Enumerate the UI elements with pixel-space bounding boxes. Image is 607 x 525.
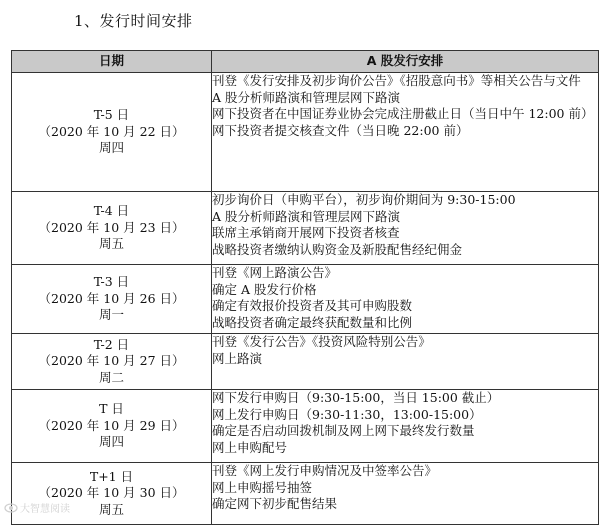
task-item: 确定 A 股发行价格 [212, 281, 317, 297]
tasks-cell [212, 192, 599, 265]
task-item: 刊登《网上发行申购情况及中签率公告》 [212, 463, 438, 478]
task-item: A 股分析师路演和管理层网下路演 [212, 89, 401, 105]
weekday-label: 周一 [98, 307, 124, 323]
calendar-date: （2020 年 10 月 29 日） [38, 417, 185, 433]
task-item: 网上申购摇号抽签 [212, 479, 313, 495]
weekday-label: 周二 [98, 369, 124, 385]
watermark-text: 大智慧阅读 [20, 504, 70, 515]
date-cell [12, 73, 212, 192]
tasks-cell [212, 390, 599, 463]
task-item: 网下投资者提交核查文件（当日晚 22:00 前） [212, 122, 469, 138]
task-item: 确定网下初步配售结果 [212, 496, 338, 512]
task-item: 战略投资者确定最终获配数量和比例 [212, 314, 413, 330]
day-label: T-2 日 [93, 336, 130, 352]
task-item: 刊登《网上路演公告》 [212, 265, 338, 280]
task-item: 联席主承销商开展网下投资者核查 [212, 225, 400, 241]
task-item: A 股分析师路演和管理层网下路演 [212, 208, 401, 224]
weekday-label: 周五 [98, 236, 124, 252]
table-row [12, 192, 599, 265]
date-cell [12, 463, 212, 525]
task-item: 网下投资者在中国证券业协会完成注册截止日（当日中午 12:00 前） [212, 106, 594, 122]
date-cell [12, 265, 212, 334]
calendar-date: （2020 年 10 月 22 日） [38, 123, 185, 139]
table-header-row [12, 51, 599, 73]
calendar-date: （2020 年 10 月 23 日） [38, 219, 185, 235]
task-item: 网上路演 [212, 350, 263, 366]
weekday-label: 周五 [98, 501, 124, 517]
date-column-header: 日期 [12, 51, 212, 73]
date-cell [12, 390, 212, 463]
watermark [4, 500, 70, 515]
calendar-date: （2020 年 10 月 26 日） [38, 290, 185, 306]
weekday-label: 周四 [98, 140, 124, 156]
day-label: T-5 日 [93, 107, 130, 123]
table-row [12, 334, 599, 390]
calendar-date: （2020 年 10 月 27 日） [38, 353, 185, 369]
date-cell [12, 334, 212, 390]
schedule-body [12, 73, 599, 525]
task-item: 网上申购配号 [212, 439, 288, 455]
day-label: T-4 日 [93, 203, 130, 219]
calendar-date: （2020 年 10 月 30 日） [38, 485, 185, 501]
table-row [12, 265, 599, 334]
schedule-column-header: A 股发行安排 [212, 51, 599, 73]
task-item: 刊登《发行安排及初步询价公告》《招股意向书》等相关公告与文件 [212, 73, 581, 88]
task-item: 初步询价日（申购平台），初步询价期间为 9:30-15:00 [212, 192, 516, 207]
weekday-label: 周四 [98, 434, 124, 450]
eye-logo-icon [4, 501, 18, 515]
section-title: 1、发行时间安排 [74, 12, 193, 30]
task-item: 网下发行申购日（9:30-15:00，当日 15:00 截止） [212, 390, 500, 405]
issuance-schedule-table [11, 50, 599, 525]
day-label: T+1 日 [89, 468, 134, 484]
task-item: 网上发行申购日（9:30-11:30，13:00-15:00） [212, 406, 482, 422]
table-row [12, 463, 599, 525]
tasks-cell [212, 265, 599, 334]
task-item: 确定有效报价投资者及其可申购股数 [212, 298, 413, 314]
tasks-cell [212, 334, 599, 390]
tasks-cell [212, 463, 599, 525]
date-cell [12, 192, 212, 265]
day-label: T 日 [99, 401, 124, 417]
table-row [12, 73, 599, 192]
table-row [12, 390, 599, 463]
task-item: 刊登《发行公告》《投资风险特别公告》 [212, 334, 431, 349]
task-item: 战略投资者缴纳认购资金及新股配售经纪佣金 [212, 241, 463, 257]
tasks-cell [212, 73, 599, 192]
task-item: 确定是否启动回拨机制及网上网下最终发行数量 [212, 423, 475, 439]
day-label: T-3 日 [93, 274, 130, 290]
